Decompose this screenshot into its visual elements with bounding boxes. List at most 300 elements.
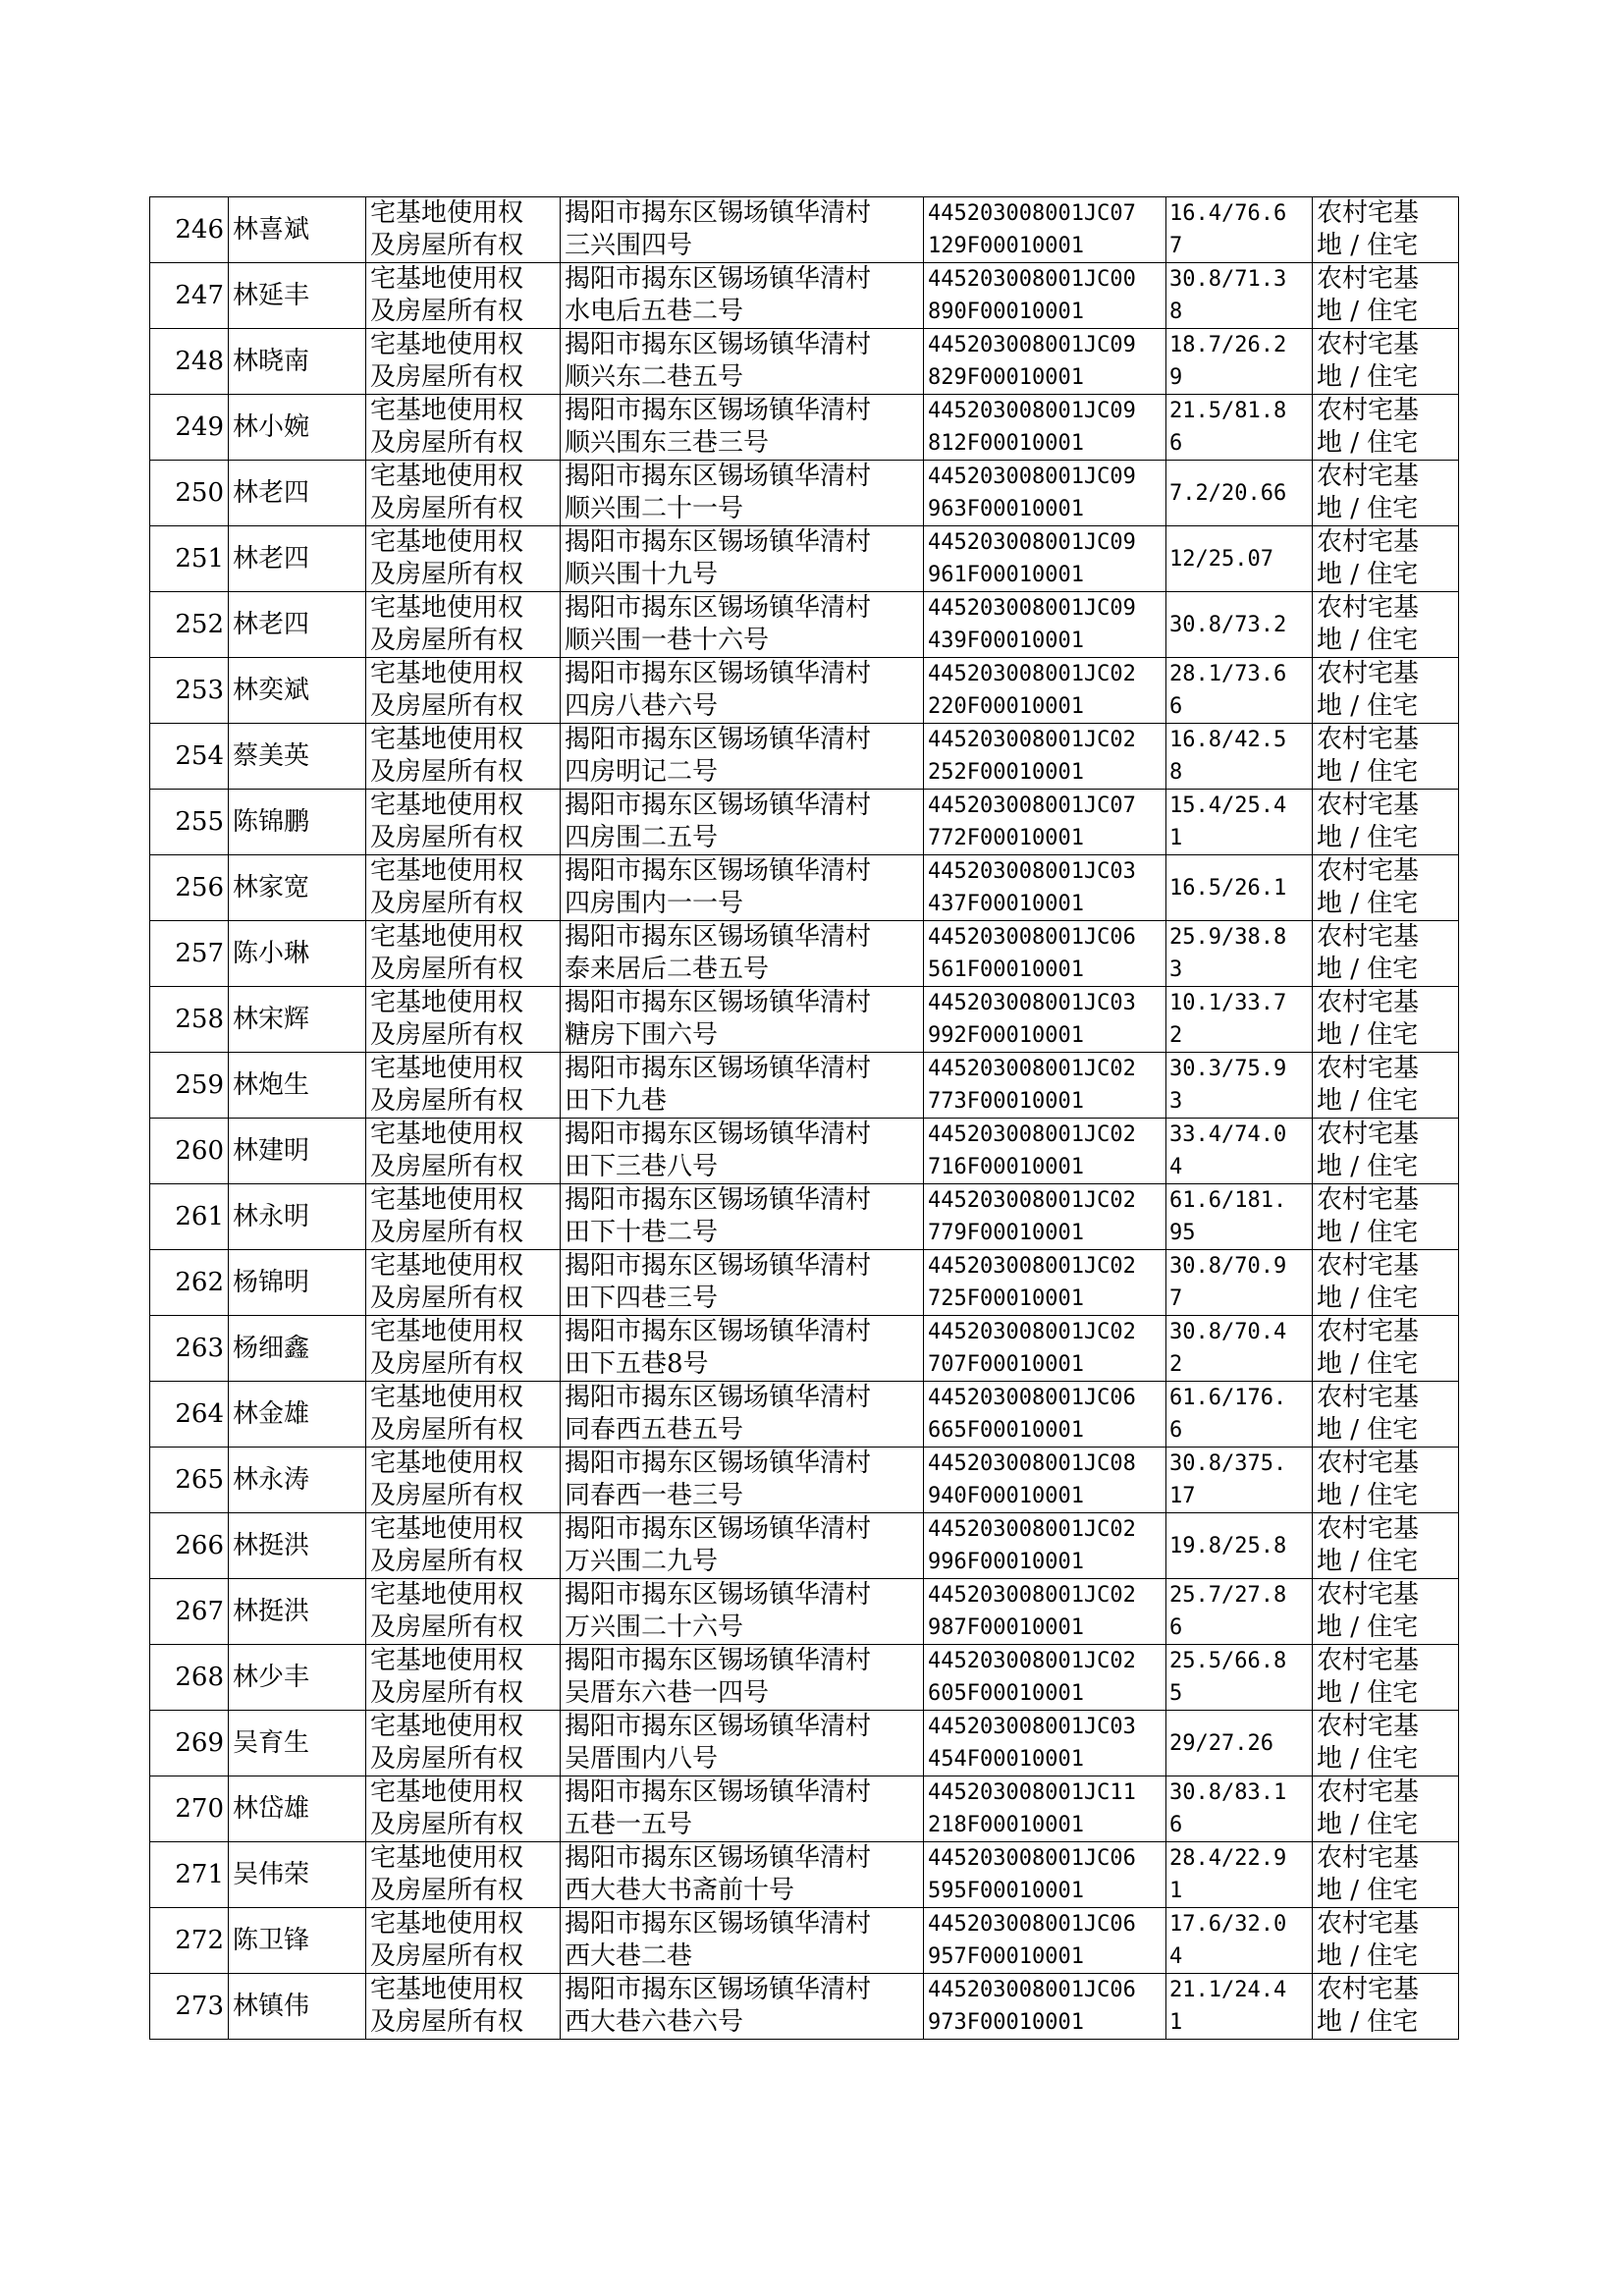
address-line: 揭阳市揭东区锡场镇华清村 xyxy=(565,856,872,886)
area-line: 61.6/176. xyxy=(1169,1386,1287,1410)
address-line: 万兴围二十六号 xyxy=(565,1612,744,1642)
address-line: 揭阳市揭东区锡场镇华清村 xyxy=(565,1843,872,1873)
land-use-line: 农村宅基 xyxy=(1317,264,1420,294)
area-cell xyxy=(1166,1776,1313,1842)
unit-code-line: 445203008001JC02 xyxy=(928,1517,1136,1542)
land-use-line: 地 / 住宅 xyxy=(1317,494,1419,523)
area-cell xyxy=(1166,1513,1313,1579)
address-line: 揭阳市揭东区锡场镇华清村 xyxy=(565,1580,872,1610)
address-cell xyxy=(561,658,924,724)
address-line: 揭阳市揭东区锡场镇华清村 xyxy=(565,264,872,294)
land-use-line: 农村宅基 xyxy=(1317,922,1420,952)
area-cell xyxy=(1166,592,1313,658)
area-cell xyxy=(1166,1974,1313,2040)
address-cell xyxy=(561,329,924,395)
unit-code-cell xyxy=(924,724,1166,790)
right-type-cell xyxy=(366,461,561,526)
table-row xyxy=(150,1513,1459,1579)
land-use-line: 地 / 住宅 xyxy=(1317,1612,1419,1642)
row-number-cell: 270 xyxy=(150,1776,229,1842)
land-use-line: 农村宅基 xyxy=(1317,725,1420,754)
land-use-cell xyxy=(1313,197,1459,263)
right-type-cell xyxy=(366,724,561,790)
area-line: 19.8/25.8 xyxy=(1169,1533,1287,1558)
unit-code-cell xyxy=(924,395,1166,461)
row-number-cell: 256 xyxy=(150,855,229,921)
right-type-line: 及房屋所有权 xyxy=(370,1284,524,1313)
owner-name-cell: 林奕斌 xyxy=(229,658,366,724)
unit-code-cell xyxy=(924,1382,1166,1448)
address-line: 同春西一巷三号 xyxy=(565,1481,744,1510)
row-number-cell: 253 xyxy=(150,658,229,724)
table-row xyxy=(150,1579,1459,1645)
area-line: 6 xyxy=(1169,1418,1183,1443)
area-line: 4 xyxy=(1169,1944,1183,1969)
unit-code-line: 445203008001JC09 xyxy=(928,596,1136,621)
unit-code-line: 561F00010001 xyxy=(928,957,1084,982)
land-use-line: 农村宅基 xyxy=(1317,1054,1420,1083)
area-cell xyxy=(1166,658,1313,724)
right-type-line: 及房屋所有权 xyxy=(370,1612,524,1642)
owner-name-cell: 林挺洪 xyxy=(229,1513,366,1579)
unit-code-line: 773F00010001 xyxy=(928,1089,1084,1114)
unit-code-line: 957F00010001 xyxy=(928,1944,1084,1969)
address-line: 揭阳市揭东区锡场镇华清村 xyxy=(565,1514,872,1544)
right-type-line: 宅基地使用权 xyxy=(370,922,524,952)
address-cell xyxy=(561,1448,924,1513)
land-use-line: 地 / 住宅 xyxy=(1317,1349,1419,1379)
address-cell xyxy=(561,1316,924,1382)
row-number-cell: 273 xyxy=(150,1974,229,2040)
area-line: 7 xyxy=(1169,1286,1183,1311)
area-line: 7 xyxy=(1169,234,1183,258)
address-line: 西大巷二巷 xyxy=(565,1941,693,1971)
area-line: 25.5/66.8 xyxy=(1169,1649,1287,1673)
address-cell xyxy=(561,461,924,526)
unit-code-cell xyxy=(924,1053,1166,1119)
right-type-line: 及房屋所有权 xyxy=(370,955,524,984)
unit-code-line: 665F00010001 xyxy=(928,1418,1084,1443)
unit-code-line: 779F00010001 xyxy=(928,1221,1084,1245)
land-use-line: 地 / 住宅 xyxy=(1317,1941,1419,1971)
address-cell xyxy=(561,197,924,263)
right-type-line: 及房屋所有权 xyxy=(370,1349,524,1379)
right-type-line: 宅基地使用权 xyxy=(370,1843,524,1873)
property-rights-table xyxy=(149,196,1459,2040)
right-type-line: 宅基地使用权 xyxy=(370,1054,524,1083)
unit-code-line: 707F00010001 xyxy=(928,1352,1084,1377)
right-type-line: 宅基地使用权 xyxy=(370,198,524,228)
area-cell xyxy=(1166,987,1313,1053)
land-use-cell xyxy=(1313,1579,1459,1645)
owner-name-cell: 林老四 xyxy=(229,461,366,526)
table-row xyxy=(150,658,1459,724)
land-use-line: 地 / 住宅 xyxy=(1317,889,1419,918)
unit-code-line: 445203008001JC02 xyxy=(928,1320,1136,1344)
area-line: 33.4/74.0 xyxy=(1169,1122,1287,1147)
unit-code-line: 445203008001JC06 xyxy=(928,1978,1136,2002)
unit-code-cell xyxy=(924,1974,1166,2040)
unit-code-line: 445203008001JC02 xyxy=(928,1188,1136,1213)
row-number-cell: 268 xyxy=(150,1645,229,1711)
table-row xyxy=(150,395,1459,461)
area-cell xyxy=(1166,724,1313,790)
area-cell xyxy=(1166,1448,1313,1513)
unit-code-cell xyxy=(924,1711,1166,1776)
table-row xyxy=(150,1842,1459,1908)
unit-code-line: 445203008001JC03 xyxy=(928,991,1136,1015)
unit-code-line: 605F00010001 xyxy=(928,1681,1084,1706)
unit-code-cell xyxy=(924,1448,1166,1513)
area-line: 9 xyxy=(1169,365,1183,390)
owner-name-cell: 林岱雄 xyxy=(229,1776,366,1842)
right-type-line: 宅基地使用权 xyxy=(370,1646,524,1675)
land-use-cell xyxy=(1313,1842,1459,1908)
address-cell xyxy=(561,1053,924,1119)
area-cell xyxy=(1166,1316,1313,1382)
area-cell xyxy=(1166,790,1313,855)
area-line: 61.6/181. xyxy=(1169,1188,1287,1213)
area-cell xyxy=(1166,1579,1313,1645)
unit-code-line: 252F00010001 xyxy=(928,760,1084,785)
address-cell xyxy=(561,855,924,921)
land-use-line: 农村宅基 xyxy=(1317,659,1420,688)
address-line: 揭阳市揭东区锡场镇华清村 xyxy=(565,1120,872,1149)
area-line: 8 xyxy=(1169,300,1183,324)
owner-name-cell: 吴伟荣 xyxy=(229,1842,366,1908)
table-row xyxy=(150,263,1459,329)
right-type-line: 宅基地使用权 xyxy=(370,264,524,294)
unit-code-cell xyxy=(924,1184,1166,1250)
row-number-cell: 250 xyxy=(150,461,229,526)
address-cell xyxy=(561,790,924,855)
address-line: 揭阳市揭东区锡场镇华清村 xyxy=(565,462,872,491)
table-row xyxy=(150,197,1459,263)
address-cell xyxy=(561,921,924,987)
owner-name-cell: 林老四 xyxy=(229,526,366,592)
right-type-line: 及房屋所有权 xyxy=(370,1415,524,1445)
table-row xyxy=(150,987,1459,1053)
right-type-cell xyxy=(366,329,561,395)
table-row xyxy=(150,1316,1459,1382)
address-line: 揭阳市揭东区锡场镇华清村 xyxy=(565,198,872,228)
land-use-line: 农村宅基 xyxy=(1317,198,1420,228)
address-cell xyxy=(561,1382,924,1448)
land-use-line: 地 / 住宅 xyxy=(1317,955,1419,984)
table-body xyxy=(150,197,1459,2040)
land-use-line: 地 / 住宅 xyxy=(1317,560,1419,589)
unit-code-line: 437F00010001 xyxy=(928,892,1084,916)
land-use-line: 地 / 住宅 xyxy=(1317,1415,1419,1445)
area-line: 10.1/33.7 xyxy=(1169,991,1287,1015)
land-use-cell xyxy=(1313,329,1459,395)
owner-name-cell: 林金雄 xyxy=(229,1382,366,1448)
right-type-line: 宅基地使用权 xyxy=(370,1975,524,2004)
table-row xyxy=(150,790,1459,855)
row-number-cell: 259 xyxy=(150,1053,229,1119)
address-line: 顺兴围十九号 xyxy=(565,560,719,589)
right-type-line: 及房屋所有权 xyxy=(370,823,524,852)
unit-code-cell xyxy=(924,1316,1166,1382)
address-cell xyxy=(561,526,924,592)
area-line: 30.8/71.3 xyxy=(1169,267,1287,292)
address-line: 顺兴围东三巷三号 xyxy=(565,428,770,458)
address-line: 田下九巷 xyxy=(565,1086,668,1116)
area-cell xyxy=(1166,263,1313,329)
land-use-line: 农村宅基 xyxy=(1317,988,1420,1017)
address-line: 揭阳市揭东区锡场镇华清村 xyxy=(565,1646,872,1675)
unit-code-cell xyxy=(924,1645,1166,1711)
unit-code-line: 445203008001JC06 xyxy=(928,1846,1136,1871)
area-cell xyxy=(1166,921,1313,987)
land-use-line: 地 / 住宅 xyxy=(1317,757,1419,787)
land-use-line: 农村宅基 xyxy=(1317,1712,1420,1741)
land-use-cell xyxy=(1313,1382,1459,1448)
land-use-cell xyxy=(1313,1776,1459,1842)
area-line: 21.5/81.8 xyxy=(1169,399,1287,423)
area-line: 1 xyxy=(1169,1879,1183,1903)
owner-name-cell: 陈卫锋 xyxy=(229,1908,366,1974)
area-line: 95 xyxy=(1169,1221,1196,1245)
land-use-line: 农村宅基 xyxy=(1317,1317,1420,1346)
address-line: 田下三巷八号 xyxy=(565,1152,719,1181)
right-type-line: 宅基地使用权 xyxy=(370,1251,524,1281)
table-row xyxy=(150,855,1459,921)
right-type-cell xyxy=(366,921,561,987)
row-number-cell: 249 xyxy=(150,395,229,461)
land-use-line: 地 / 住宅 xyxy=(1317,1678,1419,1708)
right-type-line: 宅基地使用权 xyxy=(370,856,524,886)
owner-name-cell: 林宋辉 xyxy=(229,987,366,1053)
area-line: 6 xyxy=(1169,1615,1183,1640)
land-use-cell xyxy=(1313,526,1459,592)
land-use-cell xyxy=(1313,790,1459,855)
right-type-line: 及房屋所有权 xyxy=(370,1086,524,1116)
land-use-cell xyxy=(1313,461,1459,526)
land-use-cell xyxy=(1313,1184,1459,1250)
right-type-cell xyxy=(366,658,561,724)
address-line: 揭阳市揭东区锡场镇华清村 xyxy=(565,1448,872,1478)
address-cell xyxy=(561,1119,924,1184)
unit-code-cell xyxy=(924,1250,1166,1316)
land-use-line: 地 / 住宅 xyxy=(1317,1810,1419,1839)
table-row xyxy=(150,1711,1459,1776)
area-line: 29/27.26 xyxy=(1169,1730,1273,1756)
unit-code-line: 987F00010001 xyxy=(928,1615,1084,1640)
row-number-cell: 255 xyxy=(150,790,229,855)
area-cell xyxy=(1166,329,1313,395)
address-cell xyxy=(561,1908,924,1974)
unit-code-line: 445203008001JC09 xyxy=(928,530,1136,555)
land-use-cell xyxy=(1313,921,1459,987)
address-line: 揭阳市揭东区锡场镇华清村 xyxy=(565,659,872,688)
land-use-line: 地 / 住宅 xyxy=(1317,1020,1419,1050)
area-line: 17 xyxy=(1169,1484,1196,1508)
unit-code-line: 961F00010001 xyxy=(928,563,1084,587)
unit-code-line: 445203008001JC02 xyxy=(928,1254,1136,1279)
unit-code-cell xyxy=(924,197,1166,263)
address-cell xyxy=(561,1250,924,1316)
land-use-line: 地 / 住宅 xyxy=(1317,1547,1419,1576)
area-line: 2 xyxy=(1169,1352,1183,1377)
table-row xyxy=(150,461,1459,526)
right-type-line: 及房屋所有权 xyxy=(370,297,524,326)
land-use-cell xyxy=(1313,1974,1459,2040)
area-line: 1 xyxy=(1169,826,1183,850)
unit-code-cell xyxy=(924,987,1166,1053)
right-type-line: 宅基地使用权 xyxy=(370,1185,524,1215)
land-use-line: 地 / 住宅 xyxy=(1317,297,1419,326)
land-use-line: 地 / 住宅 xyxy=(1317,1744,1419,1774)
address-line: 同春西五巷五号 xyxy=(565,1415,744,1445)
owner-name-cell: 林建明 xyxy=(229,1119,366,1184)
area-cell xyxy=(1166,855,1313,921)
land-use-cell xyxy=(1313,592,1459,658)
area-cell xyxy=(1166,1119,1313,1184)
address-line: 五巷一五号 xyxy=(565,1810,693,1839)
land-use-cell xyxy=(1313,1645,1459,1711)
land-use-cell xyxy=(1313,1711,1459,1776)
land-use-line: 农村宅基 xyxy=(1317,593,1420,623)
land-use-cell xyxy=(1313,1119,1459,1184)
row-number-cell: 267 xyxy=(150,1579,229,1645)
address-line: 顺兴围一巷十六号 xyxy=(565,626,770,655)
land-use-line: 农村宅基 xyxy=(1317,1646,1420,1675)
area-line: 1 xyxy=(1169,2010,1183,2035)
area-line: 18.7/26.2 xyxy=(1169,333,1287,357)
table-row xyxy=(150,921,1459,987)
row-number-cell: 269 xyxy=(150,1711,229,1776)
right-type-line: 宅基地使用权 xyxy=(370,1514,524,1544)
address-cell xyxy=(561,395,924,461)
owner-name-cell: 林镇伟 xyxy=(229,1974,366,2040)
table-row xyxy=(150,1448,1459,1513)
right-type-cell xyxy=(366,1776,561,1842)
area-cell xyxy=(1166,1711,1313,1776)
unit-code-line: 595F00010001 xyxy=(928,1879,1084,1903)
address-line: 四房明记二号 xyxy=(565,757,719,787)
unit-code-line: 445203008001JC07 xyxy=(928,201,1136,226)
land-use-line: 农村宅基 xyxy=(1317,527,1420,557)
row-number-cell: 262 xyxy=(150,1250,229,1316)
land-use-line: 农村宅基 xyxy=(1317,462,1420,491)
area-line: 17.6/32.0 xyxy=(1169,1912,1287,1937)
unit-code-cell xyxy=(924,658,1166,724)
table-row xyxy=(150,1184,1459,1250)
land-use-cell xyxy=(1313,1316,1459,1382)
right-type-line: 及房屋所有权 xyxy=(370,1678,524,1708)
address-line: 揭阳市揭东区锡场镇华清村 xyxy=(565,1317,872,1346)
row-number-cell: 265 xyxy=(150,1448,229,1513)
unit-code-line: 445203008001JC02 xyxy=(928,1583,1136,1608)
right-type-line: 宅基地使用权 xyxy=(370,396,524,425)
land-use-cell xyxy=(1313,263,1459,329)
address-line: 田下十巷二号 xyxy=(565,1218,719,1247)
unit-code-cell xyxy=(924,855,1166,921)
right-type-cell xyxy=(366,1579,561,1645)
owner-name-cell: 林小婉 xyxy=(229,395,366,461)
land-use-cell xyxy=(1313,1053,1459,1119)
area-cell xyxy=(1166,1184,1313,1250)
right-type-line: 及房屋所有权 xyxy=(370,1810,524,1839)
right-type-cell xyxy=(366,790,561,855)
table-row xyxy=(150,1053,1459,1119)
land-use-line: 地 / 住宅 xyxy=(1317,1481,1419,1510)
land-use-line: 农村宅基 xyxy=(1317,1909,1420,1939)
right-type-line: 宅基地使用权 xyxy=(370,725,524,754)
owner-name-cell: 蔡美英 xyxy=(229,724,366,790)
unit-code-cell xyxy=(924,461,1166,526)
land-use-line: 地 / 住宅 xyxy=(1317,1086,1419,1116)
land-use-line: 地 / 住宅 xyxy=(1317,1284,1419,1313)
owner-name-cell: 林家宽 xyxy=(229,855,366,921)
area-line: 25.9/38.8 xyxy=(1169,925,1287,950)
area-cell xyxy=(1166,395,1313,461)
address-cell xyxy=(561,592,924,658)
address-line: 万兴围二九号 xyxy=(565,1547,719,1576)
address-line: 揭阳市揭东区锡场镇华清村 xyxy=(565,593,872,623)
right-type-line: 及房屋所有权 xyxy=(370,1481,524,1510)
unit-code-line: 454F00010001 xyxy=(928,1747,1084,1772)
right-type-cell xyxy=(366,1053,561,1119)
land-use-line: 农村宅基 xyxy=(1317,396,1420,425)
right-type-cell xyxy=(366,1184,561,1250)
land-use-line: 地 / 住宅 xyxy=(1317,231,1419,260)
unit-code-cell xyxy=(924,921,1166,987)
right-type-line: 宅基地使用权 xyxy=(370,791,524,820)
unit-code-line: 445203008001JC02 xyxy=(928,1122,1136,1147)
unit-code-line: 992F00010001 xyxy=(928,1023,1084,1048)
land-use-line: 农村宅基 xyxy=(1317,856,1420,886)
area-line: 16.4/76.6 xyxy=(1169,201,1287,226)
address-line: 揭阳市揭东区锡场镇华清村 xyxy=(565,791,872,820)
right-type-cell xyxy=(366,1645,561,1711)
area-line: 3 xyxy=(1169,1089,1183,1114)
area-line: 8 xyxy=(1169,760,1183,785)
right-type-cell xyxy=(366,1250,561,1316)
address-line: 西大巷大书斋前十号 xyxy=(565,1876,795,1905)
right-type-line: 宅基地使用权 xyxy=(370,988,524,1017)
area-line: 30.8/375. xyxy=(1169,1451,1287,1476)
right-type-line: 及房屋所有权 xyxy=(370,231,524,260)
right-type-cell xyxy=(366,855,561,921)
right-type-line: 及房屋所有权 xyxy=(370,428,524,458)
right-type-cell xyxy=(366,1448,561,1513)
land-use-cell xyxy=(1313,1250,1459,1316)
address-cell xyxy=(561,1184,924,1250)
table-row xyxy=(150,1119,1459,1184)
address-line: 糖房下围六号 xyxy=(565,1020,719,1050)
address-cell xyxy=(561,1842,924,1908)
address-line: 揭阳市揭东区锡场镇华清村 xyxy=(565,330,872,359)
area-cell xyxy=(1166,461,1313,526)
unit-code-cell xyxy=(924,1842,1166,1908)
unit-code-line: 772F00010001 xyxy=(928,826,1084,850)
right-type-line: 宅基地使用权 xyxy=(370,1580,524,1610)
area-line: 28.1/73.6 xyxy=(1169,662,1287,686)
unit-code-line: 445203008001JC02 xyxy=(928,662,1136,686)
area-line: 2 xyxy=(1169,1023,1183,1048)
table-row xyxy=(150,1250,1459,1316)
right-type-line: 及房屋所有权 xyxy=(370,2007,524,2037)
right-type-cell xyxy=(366,263,561,329)
address-line: 泰来居后二巷五号 xyxy=(565,955,770,984)
right-type-line: 宅基地使用权 xyxy=(370,1909,524,1939)
right-type-line: 及房屋所有权 xyxy=(370,1218,524,1247)
row-number-cell: 246 xyxy=(150,197,229,263)
table-row xyxy=(150,1908,1459,1974)
unit-code-line: 129F00010001 xyxy=(928,234,1084,258)
